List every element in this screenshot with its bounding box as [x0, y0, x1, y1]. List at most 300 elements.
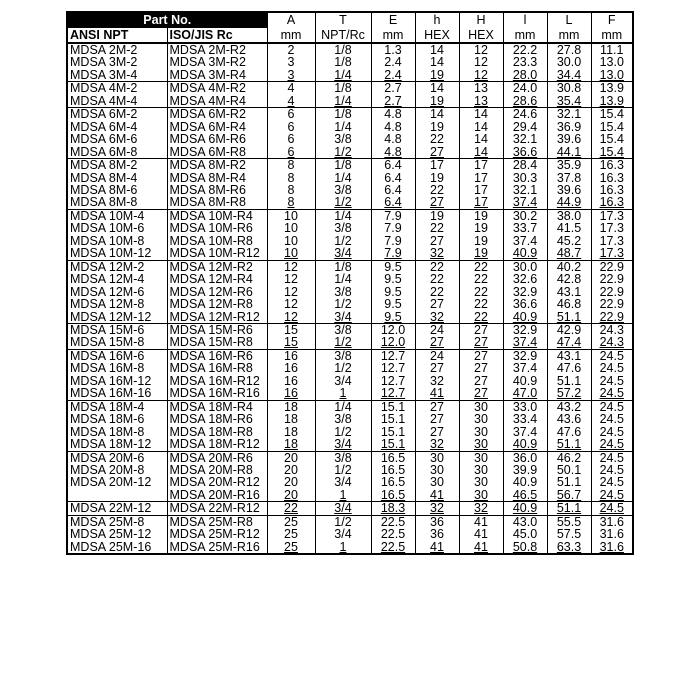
cell-h-large: 13	[459, 82, 503, 95]
cell-a: 18	[267, 413, 315, 425]
cell-h-small: 24	[415, 323, 459, 336]
cell-e: 2.4	[371, 69, 415, 82]
cell-a: 18	[267, 400, 315, 413]
row-group	[67, 323, 633, 349]
cell-h-small: 14	[415, 56, 459, 68]
cell-h-small: 14	[415, 43, 459, 56]
part-no-header: Part No.	[67, 12, 267, 28]
cell-e: 15.1	[371, 426, 415, 438]
cell-iso-jis: MDSA 25M-R16	[167, 541, 267, 554]
cell-ansi-npt: MDSA 15M-8	[67, 336, 167, 349]
cell-ansi-npt: MDSA 20M-6	[67, 451, 167, 464]
cell-h-small: 27	[415, 196, 459, 209]
cell-l-small: 24.0	[503, 82, 547, 95]
cell-h-large: 14	[459, 146, 503, 159]
cell-e: 16.5	[371, 464, 415, 476]
cell-l-large: 37.8	[547, 172, 591, 184]
cell-a: 8	[267, 196, 315, 209]
cell-a: 3	[267, 56, 315, 68]
cell-ansi-npt: MDSA 16M-12	[67, 375, 167, 387]
cell-f: 17.3	[591, 222, 633, 234]
cell-f: 24.3	[591, 323, 633, 336]
cell-l-small: 32.9	[503, 286, 547, 298]
cell-ansi-npt: MDSA 25M-8	[67, 515, 167, 528]
cell-l-large: 51.1	[547, 311, 591, 324]
table-row	[67, 515, 633, 528]
cell-l-large: 39.6	[547, 133, 591, 145]
cell-l-small: 40.9	[503, 247, 547, 260]
dim-header-l-small: l	[503, 12, 547, 28]
cell-l-small: 32.1	[503, 184, 547, 196]
unit-h-small: HEX	[415, 28, 459, 43]
cell-e: 9.5	[371, 298, 415, 310]
cell-f: 31.6	[591, 515, 633, 528]
cell-ansi-npt: MDSA 12M-12	[67, 311, 167, 324]
cell-l-small: 36.0	[503, 451, 547, 464]
cell-h-large: 41	[459, 515, 503, 528]
cell-iso-jis: MDSA 18M-R6	[167, 413, 267, 425]
cell-f: 24.5	[591, 413, 633, 425]
table-row	[67, 69, 633, 82]
cell-f: 31.6	[591, 541, 633, 554]
cell-f: 16.3	[591, 184, 633, 196]
dim-header-h-large: H	[459, 12, 503, 28]
cell-h-small: 22	[415, 286, 459, 298]
cell-h-large: 17	[459, 184, 503, 196]
cell-l-small: 37.4	[503, 196, 547, 209]
cell-ansi-npt: MDSA 25M-16	[67, 541, 167, 554]
cell-t: 1/8	[315, 159, 371, 172]
dim-header-t: T	[315, 12, 371, 28]
table-row	[67, 387, 633, 400]
cell-h-small: 24	[415, 349, 459, 362]
table-row	[67, 159, 633, 172]
cell-a: 12	[267, 298, 315, 310]
cell-l-large: 51.1	[547, 502, 591, 515]
cell-ansi-npt: MDSA 16M-6	[67, 349, 167, 362]
cell-a: 20	[267, 476, 315, 488]
cell-l-small: 37.4	[503, 362, 547, 374]
table-row	[67, 184, 633, 196]
cell-h-large: 12	[459, 56, 503, 68]
cell-l-large: 44.9	[547, 196, 591, 209]
cell-l-small: 40.9	[503, 375, 547, 387]
cell-h-large: 30	[459, 451, 503, 464]
cell-h-small: 27	[415, 146, 459, 159]
cell-t: 3/8	[315, 133, 371, 145]
cell-h-large: 30	[459, 489, 503, 502]
cell-a: 4	[267, 82, 315, 95]
cell-f: 13.9	[591, 82, 633, 95]
cell-l-small: 37.4	[503, 235, 547, 247]
cell-ansi-npt: MDSA 6M-2	[67, 108, 167, 121]
cell-a: 12	[267, 286, 315, 298]
cell-ansi-npt: MDSA 12M-2	[67, 260, 167, 273]
cell-iso-jis: MDSA 16M-R12	[167, 375, 267, 387]
cell-h-large: 22	[459, 260, 503, 273]
spec-sheet	[66, 11, 632, 691]
table-row	[67, 362, 633, 374]
cell-f: 17.3	[591, 247, 633, 260]
cell-ansi-npt: MDSA 6M-6	[67, 133, 167, 145]
cell-iso-jis: MDSA 10M-R4	[167, 209, 267, 222]
cell-ansi-npt: MDSA 6M-4	[67, 121, 167, 133]
cell-ansi-npt: MDSA 25M-12	[67, 528, 167, 540]
cell-h-large: 41	[459, 541, 503, 554]
row-group	[67, 43, 633, 82]
cell-f: 24.5	[591, 387, 633, 400]
cell-l-large: 30.8	[547, 82, 591, 95]
cell-h-large: 12	[459, 69, 503, 82]
cell-t: 1/8	[315, 82, 371, 95]
table-row	[67, 222, 633, 234]
cell-h-large: 27	[459, 323, 503, 336]
cell-h-small: 30	[415, 451, 459, 464]
cell-h-small: 30	[415, 464, 459, 476]
cell-t: 1/2	[315, 336, 371, 349]
cell-h-large: 14	[459, 108, 503, 121]
cell-iso-jis: MDSA 3M-R2	[167, 56, 267, 68]
cell-h-small: 41	[415, 387, 459, 400]
table-row	[67, 336, 633, 349]
cell-e: 16.5	[371, 451, 415, 464]
cell-t: 1/4	[315, 209, 371, 222]
dim-header-h-small: h	[415, 12, 459, 28]
cell-iso-jis: MDSA 6M-R2	[167, 108, 267, 121]
table-row	[67, 400, 633, 413]
cell-a: 15	[267, 323, 315, 336]
cell-h-small: 22	[415, 133, 459, 145]
cell-e: 9.5	[371, 286, 415, 298]
cell-t: 3/8	[315, 323, 371, 336]
cell-l-small: 30.0	[503, 260, 547, 273]
cell-ansi-npt: MDSA 18M-6	[67, 413, 167, 425]
cell-t: 1/4	[315, 95, 371, 108]
unit-e: mm	[371, 28, 415, 43]
cell-a: 8	[267, 184, 315, 196]
cell-t: 3/8	[315, 286, 371, 298]
cell-a: 10	[267, 209, 315, 222]
cell-h-large: 30	[459, 426, 503, 438]
cell-l-small: 40.9	[503, 311, 547, 324]
cell-h-large: 22	[459, 286, 503, 298]
cell-h-large: 13	[459, 95, 503, 108]
cell-a: 16	[267, 387, 315, 400]
cell-f: 17.3	[591, 235, 633, 247]
cell-a: 22	[267, 502, 315, 515]
cell-e: 12.7	[371, 362, 415, 374]
cell-ansi-npt: MDSA 10M-4	[67, 209, 167, 222]
unit-a: mm	[267, 28, 315, 43]
cell-t: 1/8	[315, 56, 371, 68]
cell-a: 10	[267, 247, 315, 260]
cell-l-small: 24.6	[503, 108, 547, 121]
cell-l-small: 40.9	[503, 438, 547, 451]
table-row	[67, 413, 633, 425]
unit-f: mm	[591, 28, 633, 43]
cell-l-large: 46.2	[547, 451, 591, 464]
cell-f: 22.9	[591, 260, 633, 273]
cell-iso-jis: MDSA 3M-R4	[167, 69, 267, 82]
row-group	[67, 349, 633, 400]
cell-ansi-npt: MDSA 4M-4	[67, 95, 167, 108]
cell-e: 15.1	[371, 400, 415, 413]
row-group	[67, 451, 633, 502]
cell-t: 3/4	[315, 375, 371, 387]
cell-f: 17.3	[591, 209, 633, 222]
table-row	[67, 489, 633, 502]
cell-f: 31.6	[591, 528, 633, 540]
cell-l-large: 48.7	[547, 247, 591, 260]
table-row	[67, 43, 633, 56]
cell-l-large: 43.2	[547, 400, 591, 413]
cell-l-large: 57.5	[547, 528, 591, 540]
cell-t: 1/2	[315, 362, 371, 374]
cell-iso-jis: MDSA 8M-R2	[167, 159, 267, 172]
cell-e: 22.5	[371, 528, 415, 540]
cell-t: 1/2	[315, 235, 371, 247]
cell-h-large: 22	[459, 273, 503, 285]
table-row	[67, 121, 633, 133]
cell-l-large: 35.4	[547, 95, 591, 108]
cell-h-small: 27	[415, 400, 459, 413]
cell-f: 24.5	[591, 426, 633, 438]
cell-l-large: 30.0	[547, 56, 591, 68]
cell-e: 2.7	[371, 95, 415, 108]
cell-l-large: 38.0	[547, 209, 591, 222]
cell-h-small: 19	[415, 95, 459, 108]
cell-a: 6	[267, 133, 315, 145]
cell-iso-jis: MDSA 8M-R8	[167, 196, 267, 209]
row-group	[67, 260, 633, 323]
cell-ansi-npt: MDSA 20M-8	[67, 464, 167, 476]
table-row	[67, 286, 633, 298]
cell-h-large: 14	[459, 121, 503, 133]
cell-e: 7.9	[371, 235, 415, 247]
iso-jis-header: ISO/JIS Rc	[167, 28, 267, 43]
cell-f: 24.5	[591, 362, 633, 374]
cell-e: 16.5	[371, 476, 415, 488]
cell-h-large: 27	[459, 375, 503, 387]
cell-h-small: 17	[415, 159, 459, 172]
cell-l-large: 51.1	[547, 476, 591, 488]
cell-iso-jis: MDSA 12M-R12	[167, 311, 267, 324]
fitting-dimension-table	[66, 11, 634, 555]
cell-h-small: 14	[415, 108, 459, 121]
table-row	[67, 426, 633, 438]
cell-iso-jis: MDSA 8M-R6	[167, 184, 267, 196]
cell-l-large: 42.8	[547, 273, 591, 285]
cell-h-large: 12	[459, 43, 503, 56]
cell-l-small: 50.8	[503, 541, 547, 554]
cell-ansi-npt: MDSA 8M-4	[67, 172, 167, 184]
cell-t: 1/4	[315, 121, 371, 133]
table-row	[67, 528, 633, 540]
cell-f: 24.5	[591, 349, 633, 362]
cell-ansi-npt: MDSA 18M-12	[67, 438, 167, 451]
cell-h-small: 32	[415, 311, 459, 324]
cell-ansi-npt: MDSA 10M-12	[67, 247, 167, 260]
cell-l-small: 36.6	[503, 298, 547, 310]
cell-iso-jis: MDSA 20M-R6	[167, 451, 267, 464]
cell-h-small: 32	[415, 247, 459, 260]
cell-a: 25	[267, 528, 315, 540]
cell-t: 1/8	[315, 108, 371, 121]
cell-h-large: 14	[459, 133, 503, 145]
cell-e: 7.9	[371, 222, 415, 234]
cell-h-small: 22	[415, 184, 459, 196]
cell-l-large: 51.1	[547, 375, 591, 387]
cell-l-large: 44.1	[547, 146, 591, 159]
cell-h-small: 32	[415, 375, 459, 387]
cell-e: 6.4	[371, 184, 415, 196]
cell-t: 3/4	[315, 247, 371, 260]
cell-t: 3/4	[315, 528, 371, 540]
cell-iso-jis: MDSA 18M-R12	[167, 438, 267, 451]
cell-l-small: 45.0	[503, 528, 547, 540]
cell-e: 9.5	[371, 260, 415, 273]
cell-l-large: 63.3	[547, 541, 591, 554]
cell-ansi-npt: MDSA 12M-4	[67, 273, 167, 285]
cell-ansi-npt	[67, 489, 167, 502]
cell-t: 1	[315, 387, 371, 400]
cell-f: 13.0	[591, 69, 633, 82]
cell-h-large: 32	[459, 502, 503, 515]
cell-ansi-npt: MDSA 8M-8	[67, 196, 167, 209]
cell-ansi-npt: MDSA 12M-6	[67, 286, 167, 298]
cell-a: 10	[267, 235, 315, 247]
cell-l-large: 50.1	[547, 464, 591, 476]
cell-iso-jis: MDSA 20M-R8	[167, 464, 267, 476]
cell-l-small: 37.4	[503, 426, 547, 438]
cell-h-small: 19	[415, 69, 459, 82]
cell-h-large: 30	[459, 464, 503, 476]
row-group	[67, 502, 633, 515]
cell-l-small: 22.2	[503, 43, 547, 56]
cell-ansi-npt: MDSA 4M-2	[67, 82, 167, 95]
cell-iso-jis: MDSA 10M-R12	[167, 247, 267, 260]
cell-iso-jis: MDSA 2M-R2	[167, 43, 267, 56]
cell-a: 25	[267, 541, 315, 554]
cell-a: 8	[267, 172, 315, 184]
cell-l-large: 47.6	[547, 362, 591, 374]
cell-l-large: 41.5	[547, 222, 591, 234]
table-row	[67, 209, 633, 222]
unit-l-large: mm	[547, 28, 591, 43]
cell-a: 16	[267, 362, 315, 374]
cell-t: 1/4	[315, 400, 371, 413]
cell-h-small: 19	[415, 121, 459, 133]
table-header	[67, 12, 633, 43]
cell-a: 12	[267, 273, 315, 285]
cell-l-small: 28.6	[503, 95, 547, 108]
cell-a: 20	[267, 451, 315, 464]
cell-h-small: 22	[415, 260, 459, 273]
cell-e: 2.4	[371, 56, 415, 68]
cell-ansi-npt: MDSA 22M-12	[67, 502, 167, 515]
cell-l-small: 30.2	[503, 209, 547, 222]
cell-l-small: 28.4	[503, 159, 547, 172]
cell-h-small: 41	[415, 489, 459, 502]
cell-f: 24.5	[591, 438, 633, 451]
row-group	[67, 515, 633, 554]
cell-t: 1/4	[315, 273, 371, 285]
cell-h-large: 30	[459, 413, 503, 425]
cell-h-large: 19	[459, 222, 503, 234]
cell-t: 3/8	[315, 349, 371, 362]
cell-l-large: 43.1	[547, 286, 591, 298]
table-row	[67, 146, 633, 159]
cell-iso-jis: MDSA 4M-R2	[167, 82, 267, 95]
cell-ansi-npt: MDSA 16M-16	[67, 387, 167, 400]
cell-e: 6.4	[371, 196, 415, 209]
cell-l-small: 37.4	[503, 336, 547, 349]
cell-ansi-npt: MDSA 3M-2	[67, 56, 167, 68]
table-row	[67, 541, 633, 554]
cell-h-large: 27	[459, 336, 503, 349]
cell-f: 24.3	[591, 336, 633, 349]
cell-h-large: 19	[459, 209, 503, 222]
cell-l-small: 47.0	[503, 387, 547, 400]
dim-header-e: E	[371, 12, 415, 28]
dim-header-a: A	[267, 12, 315, 28]
cell-a: 12	[267, 311, 315, 324]
cell-t: 3/4	[315, 502, 371, 515]
cell-e: 12.0	[371, 336, 415, 349]
table-row	[67, 349, 633, 362]
cell-h-small: 32	[415, 502, 459, 515]
cell-t: 1/2	[315, 146, 371, 159]
cell-t: 1/2	[315, 426, 371, 438]
cell-e: 9.5	[371, 273, 415, 285]
cell-a: 3	[267, 69, 315, 82]
table-row	[67, 82, 633, 95]
cell-e: 4.8	[371, 108, 415, 121]
cell-f: 22.9	[591, 286, 633, 298]
cell-h-large: 30	[459, 438, 503, 451]
cell-ansi-npt: MDSA 20M-12	[67, 476, 167, 488]
cell-h-small: 27	[415, 426, 459, 438]
cell-f: 15.4	[591, 121, 633, 133]
cell-l-small: 33.7	[503, 222, 547, 234]
cell-h-small: 27	[415, 362, 459, 374]
cell-l-small: 32.1	[503, 133, 547, 145]
cell-t: 3/8	[315, 413, 371, 425]
cell-f: 11.1	[591, 43, 633, 56]
cell-iso-jis: MDSA 6M-R8	[167, 146, 267, 159]
table-row	[67, 502, 633, 515]
table-row	[67, 56, 633, 68]
cell-h-large: 27	[459, 387, 503, 400]
cell-h-large: 17	[459, 159, 503, 172]
cell-a: 16	[267, 375, 315, 387]
row-group	[67, 108, 633, 159]
cell-a: 20	[267, 464, 315, 476]
cell-f: 16.3	[591, 172, 633, 184]
cell-a: 2	[267, 43, 315, 56]
cell-iso-jis: MDSA 12M-R2	[167, 260, 267, 273]
cell-l-large: 35.9	[547, 159, 591, 172]
cell-h-small: 41	[415, 541, 459, 554]
cell-l-small: 32.6	[503, 273, 547, 285]
cell-e: 4.8	[371, 121, 415, 133]
cell-e: 12.7	[371, 387, 415, 400]
cell-h-large: 41	[459, 528, 503, 540]
cell-f: 16.3	[591, 196, 633, 209]
cell-iso-jis: MDSA 20M-R12	[167, 476, 267, 488]
dim-header-l-large: L	[547, 12, 591, 28]
cell-h-small: 22	[415, 222, 459, 234]
